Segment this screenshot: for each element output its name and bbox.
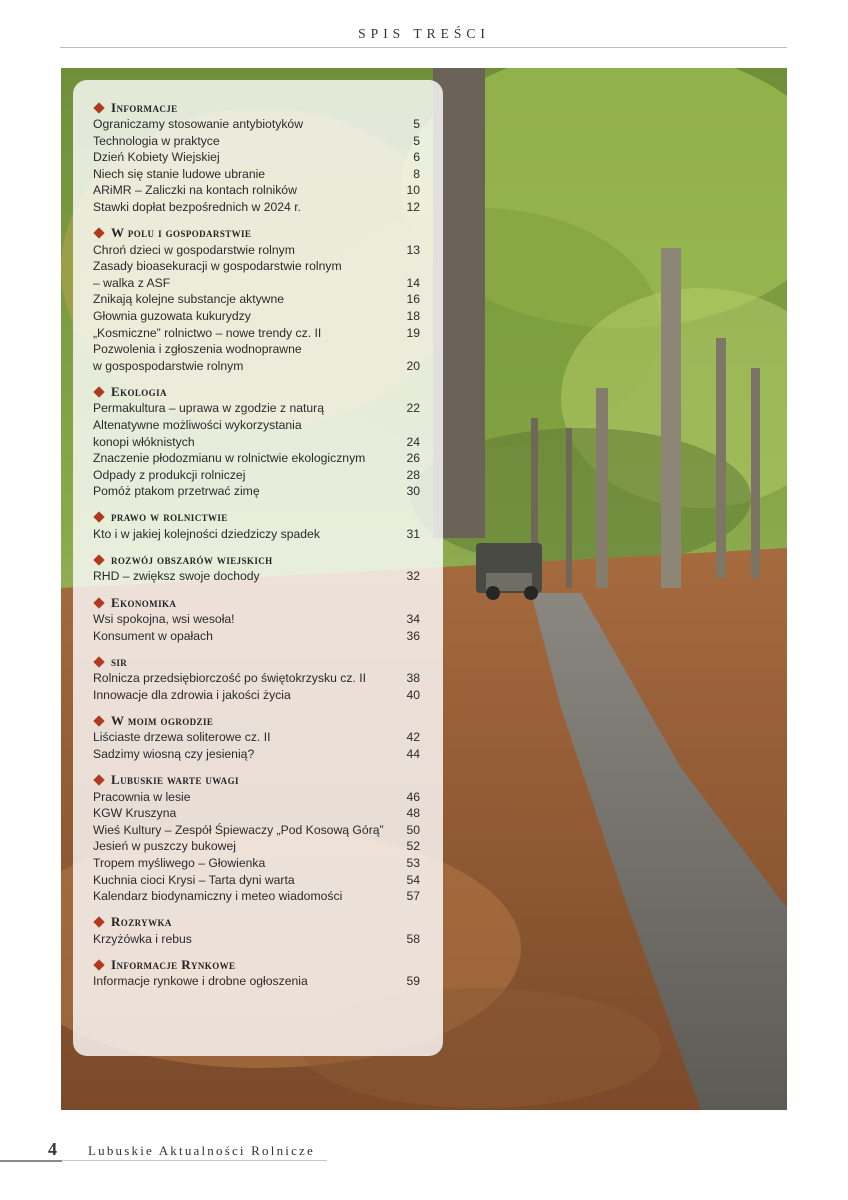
section-heading bbox=[93, 772, 420, 789]
entry-page-number: 31 bbox=[406, 526, 420, 541]
section-heading bbox=[93, 225, 420, 242]
diamond-bullet-icon bbox=[93, 597, 104, 608]
entry-title: Chroń dzieci w gospodarstwie rolnym bbox=[93, 242, 295, 257]
section-heading bbox=[93, 712, 420, 729]
entry-title: Liściaste drzewa soliterowe cz. II bbox=[93, 730, 271, 745]
section-heading-label: sir bbox=[111, 653, 128, 669]
entry-title: Dzień Kobiety Wiejskiej bbox=[93, 150, 220, 165]
toc-entry bbox=[93, 973, 420, 990]
entry-title: Kto i w jakiej kolejności dziedziczy spadek bbox=[93, 526, 320, 541]
entry-title: Konsument w opałach bbox=[93, 628, 213, 643]
magazine-name: Lubuskie Aktualności Rolnicze bbox=[88, 1143, 315, 1158]
entry-title: Jesień w puszczy bukowej bbox=[93, 839, 236, 854]
toc-section bbox=[93, 712, 420, 762]
entry-page-number: 16 bbox=[406, 292, 420, 307]
entry-title: Krzyżówka i rebus bbox=[93, 931, 192, 946]
page-title: SPIS TREŚCI bbox=[358, 26, 490, 41]
table-of-contents bbox=[93, 99, 420, 999]
entry-title: Innowacje dla zdrowia i jakości życia bbox=[93, 687, 291, 702]
entry-page-number: 5 bbox=[413, 133, 420, 148]
entry-page-number: 28 bbox=[406, 467, 420, 482]
footer-divider-dark bbox=[0, 1160, 62, 1162]
section-heading-label: W polu i gospodarstwie bbox=[111, 225, 252, 241]
section-heading-label: Lubuskie warte uwagi bbox=[111, 772, 239, 788]
entry-page-number: 18 bbox=[406, 308, 420, 323]
entry-page-number: 22 bbox=[406, 401, 420, 416]
toc-entry bbox=[93, 611, 420, 628]
section-heading bbox=[93, 383, 420, 400]
footer-divider-light bbox=[62, 1160, 327, 1161]
entry-page-number: 50 bbox=[406, 822, 420, 837]
entry-page-number: 8 bbox=[413, 166, 420, 181]
entry-title: Stawki dopłat bezpośrednich w 2024 r. bbox=[93, 199, 301, 214]
entry-title: Pozwolenia i zgłoszenia wodnoprawne w gospospodarstwie rolnym bbox=[93, 342, 302, 373]
toc-entry bbox=[93, 729, 420, 746]
toc-entry bbox=[93, 308, 420, 325]
section-heading-label: W moim ogrodzie bbox=[111, 712, 214, 728]
diamond-bullet-icon bbox=[93, 774, 104, 785]
entry-title: ARiMR – Zaliczki na kontach rolników bbox=[93, 183, 297, 198]
toc-entry bbox=[93, 467, 420, 484]
entry-title: Kalendarz biodynamiczny i meteo wiadomości bbox=[93, 889, 343, 904]
entry-title: Sadzimy wiosną czy jesienią? bbox=[93, 747, 255, 762]
toc-entry bbox=[93, 400, 420, 417]
entry-page-number: 13 bbox=[406, 242, 420, 257]
toc-section bbox=[93, 956, 420, 990]
entry-page-number: 57 bbox=[406, 889, 420, 904]
entry-page-number: 54 bbox=[406, 872, 420, 887]
page-number: 4 bbox=[48, 1139, 57, 1159]
toc-entry bbox=[93, 526, 420, 543]
section-heading bbox=[93, 653, 420, 670]
entry-title: Informacje rynkowe i drobne ogłoszenia bbox=[93, 974, 308, 989]
toc-entry bbox=[93, 670, 420, 687]
entry-page-number: 30 bbox=[406, 484, 420, 499]
toc-entry bbox=[93, 341, 420, 374]
entry-title: Tropem myśliwego – Głowienka bbox=[93, 856, 266, 870]
entry-page-number: 20 bbox=[406, 358, 420, 373]
toc-entry bbox=[93, 687, 420, 704]
entry-page-number: 59 bbox=[406, 974, 420, 989]
section-heading bbox=[93, 509, 420, 526]
section-heading bbox=[93, 594, 420, 611]
section-heading bbox=[93, 99, 420, 116]
toc-entry bbox=[93, 199, 420, 216]
entry-page-number: 14 bbox=[406, 275, 420, 290]
diamond-bullet-icon bbox=[93, 512, 104, 523]
entry-title: Niech się stanie ludowe ubranie bbox=[93, 166, 266, 181]
entry-page-number: 34 bbox=[406, 612, 420, 627]
entry-page-number: 10 bbox=[406, 183, 420, 198]
entry-page-number: 53 bbox=[406, 856, 420, 870]
section-heading-label: Informacje bbox=[111, 99, 178, 115]
section-heading-label: rozwój obszarów wiejskich bbox=[111, 551, 273, 567]
toc-entry bbox=[93, 805, 420, 822]
entry-page-number: 58 bbox=[406, 931, 420, 946]
entry-page-number: 19 bbox=[406, 325, 420, 340]
diamond-bullet-icon bbox=[93, 554, 104, 565]
entry-title: Pracownia w lesie bbox=[93, 789, 191, 804]
entry-page-number: 48 bbox=[406, 806, 420, 821]
entry-page-number: 52 bbox=[406, 839, 420, 854]
toc-entry bbox=[93, 872, 420, 889]
diamond-bullet-icon bbox=[93, 917, 104, 928]
toc-entry bbox=[93, 133, 420, 150]
toc-section bbox=[93, 914, 420, 948]
entry-title: Permakultura – uprawa w zgodzie z naturą bbox=[93, 401, 325, 416]
entry-page-number: 40 bbox=[406, 687, 420, 702]
toc-entry bbox=[93, 182, 420, 199]
toc-entry bbox=[93, 931, 420, 948]
toc-section bbox=[93, 99, 420, 216]
entry-page-number: 12 bbox=[406, 199, 420, 214]
toc-entry bbox=[93, 483, 420, 500]
entry-title: Wieś Kultury – Zespół Śpiewaczy „Pod Kosową Górą” bbox=[93, 822, 384, 837]
toc-section bbox=[93, 653, 420, 703]
section-heading-label: Ekologia bbox=[111, 383, 167, 399]
toc-section bbox=[93, 594, 420, 644]
toc-section bbox=[93, 772, 420, 905]
entry-title: Znikają kolejne substancje aktywne bbox=[93, 292, 285, 307]
section-heading bbox=[93, 551, 420, 568]
entry-page-number: 36 bbox=[406, 628, 420, 643]
entry-title: Wsi spokojna, wsi wesoła! bbox=[93, 612, 235, 627]
entry-page-number: 42 bbox=[406, 730, 420, 745]
toc-entry bbox=[93, 888, 420, 905]
header-divider bbox=[60, 47, 787, 48]
section-heading-label: Rozrywka bbox=[111, 914, 172, 930]
entry-title: KGW Kruszyna bbox=[93, 806, 177, 821]
diamond-bullet-icon bbox=[93, 656, 104, 667]
toc-entry bbox=[93, 166, 420, 183]
entry-title: Technologia w praktyce bbox=[93, 133, 220, 148]
toc-section bbox=[93, 551, 420, 585]
section-heading-label: Informacje Rynkowe bbox=[111, 956, 236, 972]
toc-entry bbox=[93, 628, 420, 645]
entry-page-number: 24 bbox=[406, 434, 420, 449]
entry-title: Odpady z produkcji rolniczej bbox=[93, 467, 246, 482]
entry-page-number: 5 bbox=[413, 117, 420, 131]
toc-entry bbox=[93, 116, 420, 133]
section-heading-label: prawo w rolnictwie bbox=[111, 509, 228, 525]
diamond-bullet-icon bbox=[93, 386, 104, 397]
entry-title: Altenatywne możliwości wykorzystania konopi włóknistych bbox=[93, 417, 302, 449]
toc-entry bbox=[93, 450, 420, 467]
toc-entry bbox=[93, 822, 420, 839]
entry-title: Zasady bioasekuracji w gospodarstwie rolnym – walka z ASF bbox=[93, 259, 342, 290]
toc-entry bbox=[93, 291, 420, 308]
toc-entry bbox=[93, 568, 420, 585]
entry-page-number: 38 bbox=[406, 671, 420, 686]
entry-title: Głownia guzowata kukurydzy bbox=[93, 308, 251, 323]
entry-title: RHD – zwiększ swoje dochody bbox=[93, 569, 260, 584]
entry-title: Rolnicza przedsiębiorczość po świętokrzysku cz. II bbox=[93, 671, 366, 686]
toc-section bbox=[93, 225, 420, 375]
toc-entry bbox=[93, 417, 420, 450]
toc-entry bbox=[93, 149, 420, 166]
diamond-bullet-icon bbox=[93, 715, 104, 726]
toc-entry bbox=[93, 325, 420, 342]
entry-page-number: 26 bbox=[406, 451, 420, 466]
section-heading bbox=[93, 956, 420, 973]
entry-page-number: 6 bbox=[413, 150, 420, 165]
section-heading-label: Ekonomika bbox=[111, 594, 177, 610]
entry-title: Znaczenie płodozmianu w rolnictwie ekologicznym bbox=[93, 451, 366, 466]
entry-title: Pomóż ptakom przetrwać zimę bbox=[93, 484, 260, 499]
entry-title: Kuchnia cioci Krysi – Tarta dyni warta bbox=[93, 872, 295, 887]
entry-page-number: 46 bbox=[406, 789, 420, 804]
diamond-bullet-icon bbox=[93, 227, 104, 238]
toc-entry bbox=[93, 789, 420, 806]
toc-section bbox=[93, 383, 420, 500]
entry-page-number: 44 bbox=[406, 747, 420, 762]
toc-section bbox=[93, 509, 420, 543]
entry-title: „Kosmiczne” rolnictwo – nowe trendy cz. II bbox=[93, 325, 322, 340]
toc-entry bbox=[93, 838, 420, 855]
toc-entry bbox=[93, 258, 420, 291]
toc-entry bbox=[93, 746, 420, 763]
section-heading bbox=[93, 914, 420, 931]
diamond-bullet-icon bbox=[93, 959, 104, 970]
entry-page-number: 32 bbox=[406, 569, 420, 584]
toc-entry bbox=[93, 855, 420, 872]
entry-title: Ograniczamy stosowanie antybiotyków bbox=[93, 117, 303, 131]
diamond-bullet-icon bbox=[93, 102, 104, 113]
toc-entry bbox=[93, 242, 420, 259]
